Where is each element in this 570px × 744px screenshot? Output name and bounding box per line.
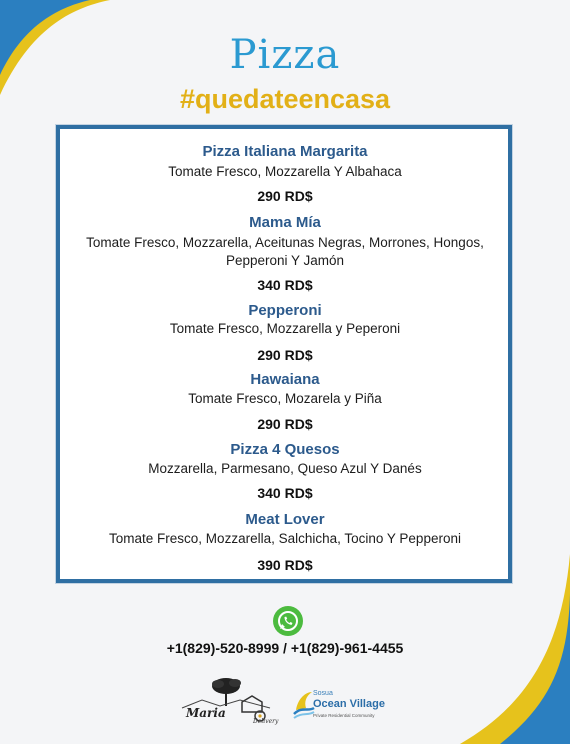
page-title: Pizza [229, 32, 341, 78]
menu-item-name: Mama Mía [249, 214, 321, 231]
menu-item-name: Pepperoni [248, 302, 322, 319]
menu-item-description: Tomate Fresco, Mozarela y Piña [188, 391, 382, 406]
ocean-village-subtitle: Private Residential Community [313, 713, 375, 718]
menu-item-name: Pizza Italiana Margarita [202, 143, 368, 160]
menu-item-price: 340 RD$ [257, 277, 313, 293]
menu-item-name: Pizza 4 Quesos [230, 441, 340, 458]
maria-logo-text: Maria [186, 706, 226, 720]
menu-item-price: 290 RD$ [257, 347, 313, 363]
menu-item-name: Hawaiana [250, 371, 320, 388]
maria-logo-tag: Delivery [253, 718, 279, 725]
menu-item-description: Tomate Fresco, Mozzarella, Aceitunas Negras, Morrones, Hongos, Pepperoni Y Jamón [86, 235, 484, 268]
contact-phones[interactable]: +1(829)-520-8999 / +1(829)-961-4455 [166, 640, 404, 656]
menu-item-description: Mozzarella, Parmesano, Queso Azul Y Danés [148, 461, 422, 476]
menu-item-description: Tomate Fresco, Mozzarella y Peperoni [169, 321, 401, 336]
ocean-village-small-text: Sosua [313, 690, 333, 697]
menu-item-description: Tomate Fresco, Mozzarella, Salchicha, Tocino Y Pepperoni [109, 531, 461, 546]
menu-item-price: 290 RD$ [257, 188, 313, 204]
whatsapp-icon[interactable] [273, 606, 303, 636]
menu-item-price: 290 RD$ [257, 416, 313, 432]
menu-item-price: 340 RD$ [257, 485, 313, 501]
hashtag: #quedateencasa [179, 84, 391, 114]
menu-item-description: Tomate Fresco, Mozzarella Y Albahaca [168, 164, 402, 179]
menu-item-price: 390 RD$ [257, 557, 313, 573]
ocean-village-name: Ocean Village [313, 698, 385, 710]
menu-item-name: Meat Lover [245, 511, 325, 528]
